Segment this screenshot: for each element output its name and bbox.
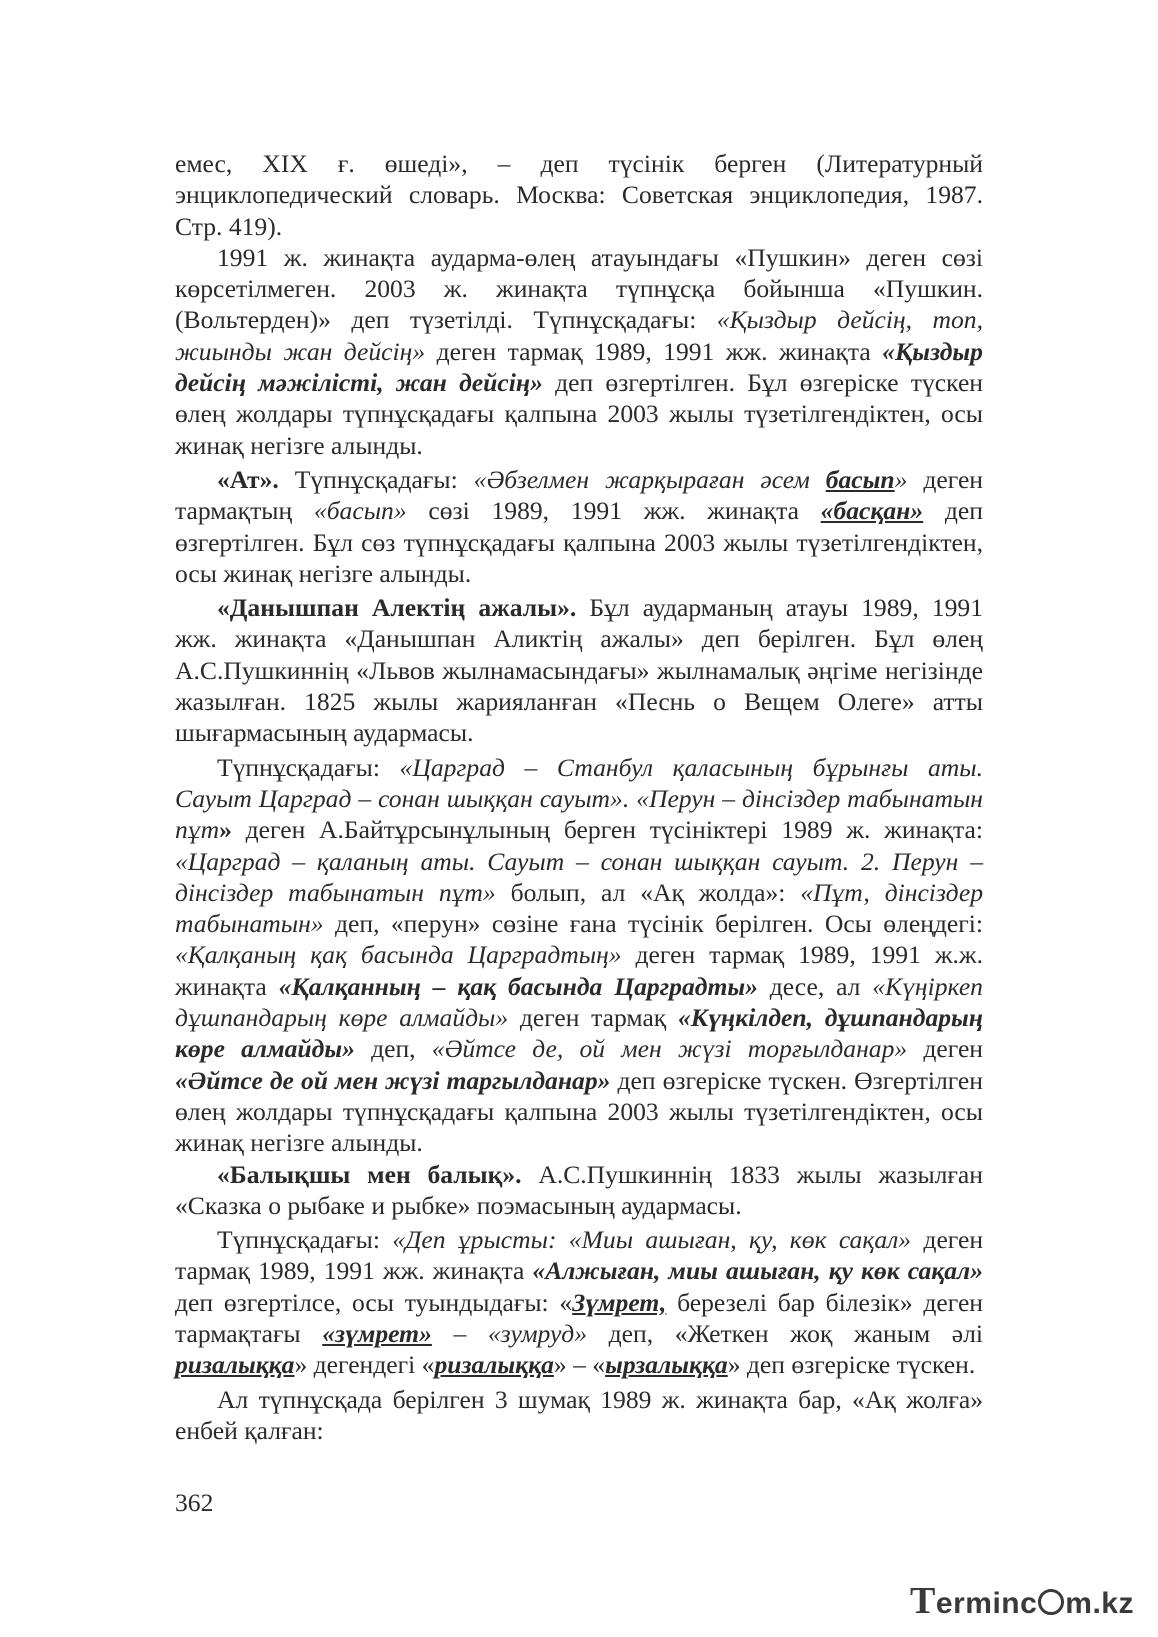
text-run: » дегендегі « [294, 1350, 435, 1380]
quote-italic: «Пұт, дінсіздер табынатын» [175, 877, 983, 939]
text-run: деп, «Жеткен жоқ жаным әлі [587, 1318, 983, 1348]
text-run: – [431, 1318, 488, 1348]
underlined-word: басып [825, 464, 895, 494]
page-number: 362 [175, 1488, 214, 1517]
text-run: деп өзгертілсе, осы туындыдағы: « [175, 1287, 573, 1317]
section-heading: «Балықшы мен балық». [217, 1159, 522, 1189]
text-run: деп, «перун» сөзіне ғана түсінік берілген. Осы өлеңдегі: [323, 909, 983, 939]
paragraph-1 [175, 148, 983, 242]
text-run: деп өзгертілген. Бұл сөз түпнұсқадағы қалпына 2003 жылы түзетілгендіктен, осы жинақ негізге алынды. [175, 496, 983, 588]
text-run: Бұл аударманың атауы 1989, 1991 жж. жинақта «Данышпан Аликтің ажалы» деп берілген. Бұл өлең А.С.Пушкиннің «Львов жылнамасындағы» жылнамалық әңгіме негізінде жазылған. 1825 жылы жарияланған «Песнь о Вещем Олеге» атты шығармасының аудармасы. [175, 593, 983, 748]
text-run: деген тармақ [508, 1003, 678, 1033]
text-run: березелі бар білезік» деген тармақтағы [175, 1287, 983, 1348]
text-run: десе, ал [757, 971, 873, 1001]
quote-bold-italic: «Күңкілдеп, дұшпандарың көре алмайды» [175, 1003, 984, 1064]
text-run: деп өзгертілген. Бұл өзгеріске түскен өлең жолдары түпнұсқадағы қалпына 2003 жылы түзетілгендіктен, осы жинақ негізге алынды. [175, 368, 983, 460]
text-run: деген А.Байтұрсынұлының берген түсініктері 1989 ж. жинақта: [231, 815, 983, 845]
text-run: деген тармақ 1989, 1991 жж. жинақта [425, 336, 883, 366]
paragraph-2 [175, 242, 983, 461]
text-run: деген тармақтың [175, 464, 983, 526]
quote-italic: «зумруд» [487, 1318, 588, 1348]
section-heading: «Данышпан Алектің ажалы». [217, 593, 577, 623]
paragraph-5 [175, 752, 983, 1159]
section-heading: «Ат». [217, 464, 279, 494]
paragraph-3 [175, 464, 983, 589]
watermark-letter: T [910, 1580, 936, 1622]
text-run: деп, [354, 1034, 432, 1064]
text-run: Түпнұсқадағы: [217, 1225, 393, 1255]
watermark-logo [910, 1579, 1134, 1623]
watermark-text: m.kz [1065, 1587, 1134, 1620]
underlined-word: «басқан» [820, 496, 924, 526]
text-run: Түпнұсқадағы: [278, 464, 474, 494]
quote-italic: » [894, 464, 908, 494]
text-run: 1991 ж. жинақта аударма-өлең атауындағы «Пушкин» деген сөзі көрсетілмеген. 2003 ж. жинақта түпнұсқа бойынша «Пушкин. (Вольтерден)» деп түзетілді. Түпнұсқадағы: [175, 242, 983, 335]
text-run: деген [907, 1034, 983, 1064]
text-run: деген тармақ 1989, 1991 жж. жинақта [175, 1225, 984, 1286]
underlined-word: ырзалыққа [605, 1350, 728, 1380]
quote-italic: «басып» [313, 496, 407, 526]
quote-italic: «Күңіркеп дұшпандарың көре алмайды» [175, 971, 983, 1033]
text-run: А.С.Пушкиннің 1833 жылы жазылған «Сказка о рыбаке и рыбке» поэмасының аудармасы. [175, 1159, 983, 1220]
quote-italic: «Қалқаның қақ басында Царградтың» [175, 940, 622, 970]
quote-italic: «Әйтсе де, ой мен жүзі торғылданар» [431, 1034, 908, 1064]
text-run: » – « [553, 1350, 606, 1380]
quote-bold-italic: «Қыздыр дейсің мәжілісті, жан дейсің» [175, 336, 983, 398]
quote-italic: «Қыздыр дейсің, топ, жиынды жан дейсің» [175, 305, 983, 366]
text-run: сөзі 1989, 1991 жж. жинақта [406, 496, 821, 526]
quote-bold-italic: «Әйтсе де ой мен жүзі таргылданар» [175, 1065, 611, 1095]
quote-italic: «Царград – Станбул қаласының бұрынғы аты. Сауыт Царград – сонан шыққан сауыт». «Перун – дінсіздер табынатын пұт [175, 752, 984, 845]
quote-bold-italic: «Алжыған, миы ашыған, қу көк сақал» [532, 1256, 983, 1286]
text-run: Түпнұсқадағы: [217, 752, 400, 782]
quote-italic: «Царград – қаланың аты. Сауыт – сонан шыққан сауыт. 2. Перун – дінсіздер табынатын пұт» [175, 846, 983, 907]
paragraph-7 [175, 1224, 983, 1380]
underlined-word: ризалыққа [175, 1350, 295, 1380]
text-run: Ал түпнұсқада берілген 3 шумақ 1989 ж. жинақта бар, «Ақ жолға» енбей қалған: [175, 1384, 983, 1445]
text-run: емес, XIX ғ. өшеді», – деп түсінік берген (Литературный энциклопедический словарь. Москва: Советская энциклопедия, 1987. Стр. 419). [175, 149, 983, 241]
quote-italic: «Әбзелмен жарқыраған әсем [473, 464, 826, 494]
text-run: деген тармақ 1989, 1991 ж.ж. жинақта [175, 940, 983, 1001]
circle-icon [1038, 1589, 1064, 1615]
paragraph-4 [175, 592, 983, 748]
underlined-word: «зүмрет» [322, 1318, 432, 1348]
underlined-word: ризалыққа [434, 1350, 554, 1380]
watermark-text: erminc [935, 1587, 1038, 1620]
quote-bold-italic: «Қалқанның – қақ басында Царградты» [278, 971, 758, 1001]
page-text [175, 148, 983, 1446]
text-run: болып, ал «Ақ жолда»: [495, 877, 801, 907]
text-run: » деп өзгеріске түскен. [727, 1350, 976, 1380]
quote-italic: «Деп ұрысты: «Миы ашыған, қу, көк сақал» [392, 1225, 912, 1255]
paragraph-6 [175, 1159, 983, 1222]
underlined-word: Зүмрет, [572, 1287, 667, 1317]
text-run: деп өзгеріске түскен. Өзгертілген өлең жолдары түпнұсқадағы қалпына 2003 жылы түзетілгендіктен, осы жинақ негізге алынды. [175, 1065, 983, 1158]
paragraph-8 [175, 1384, 983, 1447]
quote-mark-bold: » [219, 815, 232, 845]
